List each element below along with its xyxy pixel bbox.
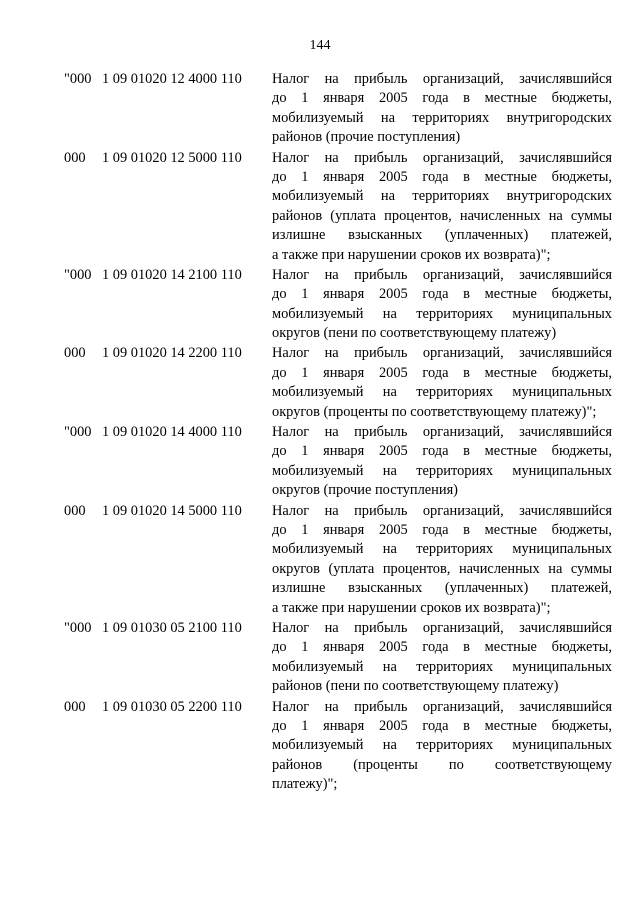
income-description <box>268 698 612 795</box>
budget-classification-code: 1 09 01020 12 4000 110 <box>102 71 242 87</box>
budget-classification-code: 1 09 01020 14 2200 110 <box>102 345 242 362</box>
description-line: платежу)"; <box>272 776 338 793</box>
description-line: излишне взысканных (уплаченных) платежей, <box>272 227 612 244</box>
description-line: Налог на прибыль организаций, зачислявшийся <box>272 502 612 519</box>
income-description <box>268 70 612 148</box>
admin-code: 000 <box>64 149 86 166</box>
description-line: а также при нарушении сроков их возврата)"; <box>272 599 551 616</box>
description-line: мобилизуемый на территориях внутригородских <box>272 109 612 126</box>
description-line: округов (уплата процентов, начисленных на суммы <box>272 560 612 577</box>
budget-classification-code: 1 09 01020 12 5000 110 <box>102 149 242 166</box>
description-line: мобилизуемый на территориях муниципальных <box>272 541 612 558</box>
table-row <box>64 266 612 344</box>
admin-code: 000 <box>64 502 86 519</box>
description-line: мобилизуемый на территориях муниципальных <box>272 737 612 754</box>
description-line: мобилизуемый на территориях муниципальных <box>272 658 612 675</box>
table-row <box>64 619 612 697</box>
table-row <box>64 70 612 148</box>
description-line: до 1 января 2005 года в местные бюджеты, <box>272 717 612 734</box>
budget-classification-code: 1 09 01020 14 2100 110 <box>102 266 242 283</box>
admin-code: "000 <box>64 619 92 636</box>
income-description <box>268 619 612 697</box>
description-line: до 1 января 2005 года в местные бюджеты, <box>272 364 612 381</box>
description-line: до 1 января 2005 года в местные бюджеты, <box>272 521 612 538</box>
table-row <box>64 149 612 265</box>
description-line: излишне взысканных (уплаченных) платежей, <box>272 580 612 597</box>
description-line: Налог на прибыль организаций, зачислявшийся <box>272 266 612 283</box>
budget-classification-code: 1 09 01030 05 2100 110 <box>102 619 242 636</box>
description-line: мобилизуемый на территориях муниципальных <box>272 462 612 479</box>
income-description <box>268 344 612 422</box>
table-row <box>64 423 612 501</box>
description-line: округов (пени по соответствующему платежу) <box>272 325 557 342</box>
description-line: Налог на прибыль организаций, зачислявшийся <box>272 345 612 362</box>
description-line: до 1 января 2005 года в местные бюджеты, <box>272 286 612 303</box>
page-number: 144 <box>309 38 331 53</box>
description-line: районов (проценты по соответствующему <box>272 756 612 773</box>
description-line: районов (уплата процентов, начисленных на суммы <box>272 207 612 224</box>
description-line: до 1 января 2005 года в местные бюджеты, <box>272 168 612 185</box>
admin-code: 000 <box>64 345 86 362</box>
income-description <box>268 266 612 344</box>
income-description <box>268 502 612 618</box>
admin-code: "000 <box>64 266 92 283</box>
description-line: до 1 января 2005 года в местные бюджеты, <box>272 90 612 107</box>
description-line: до 1 января 2005 года в местные бюджеты, <box>272 443 612 460</box>
description-line: округов (прочие поступления) <box>272 482 458 499</box>
description-line: округов (проценты по соответствующему платежу)"; <box>272 403 597 420</box>
description-line: Налог на прибыль организаций, зачислявшийся <box>272 424 612 441</box>
description-line: районов (прочие поступления) <box>272 129 461 146</box>
description-line: мобилизуемый на территориях муниципальных <box>272 305 612 322</box>
admin-code: "000 <box>64 424 92 441</box>
description-line: Налог на прибыль организаций, зачислявшийся <box>272 619 612 636</box>
description-line: мобилизуемый на территориях внутригородских <box>272 188 612 205</box>
description-line: а также при нарушении сроков их возврата)"; <box>272 246 551 263</box>
description-line: до 1 января 2005 года в местные бюджеты, <box>272 639 612 656</box>
income-description <box>268 423 612 501</box>
description-line: мобилизуемый на территориях муниципальных <box>272 384 612 401</box>
table-row <box>64 502 612 618</box>
admin-code: "000 <box>64 71 92 87</box>
budget-classification-code: 1 09 01020 14 4000 110 <box>102 424 242 441</box>
description-line: Налог на прибыль организаций, зачислявшийся <box>272 149 612 166</box>
table-row <box>64 344 612 422</box>
table-row <box>64 698 612 795</box>
budget-classification-code: 1 09 01020 14 5000 110 <box>102 502 242 519</box>
budget-classification-code: 1 09 01030 05 2200 110 <box>102 698 242 715</box>
description-line: Налог на прибыль организаций, зачислявшийся <box>272 698 612 715</box>
description-line: Налог на прибыль организаций, зачислявшийся <box>272 71 612 87</box>
budget-code-table <box>64 70 612 795</box>
income-description <box>268 149 612 265</box>
description-line: районов (пени по соответствующему платежу) <box>272 678 559 695</box>
admin-code: 000 <box>64 698 86 715</box>
